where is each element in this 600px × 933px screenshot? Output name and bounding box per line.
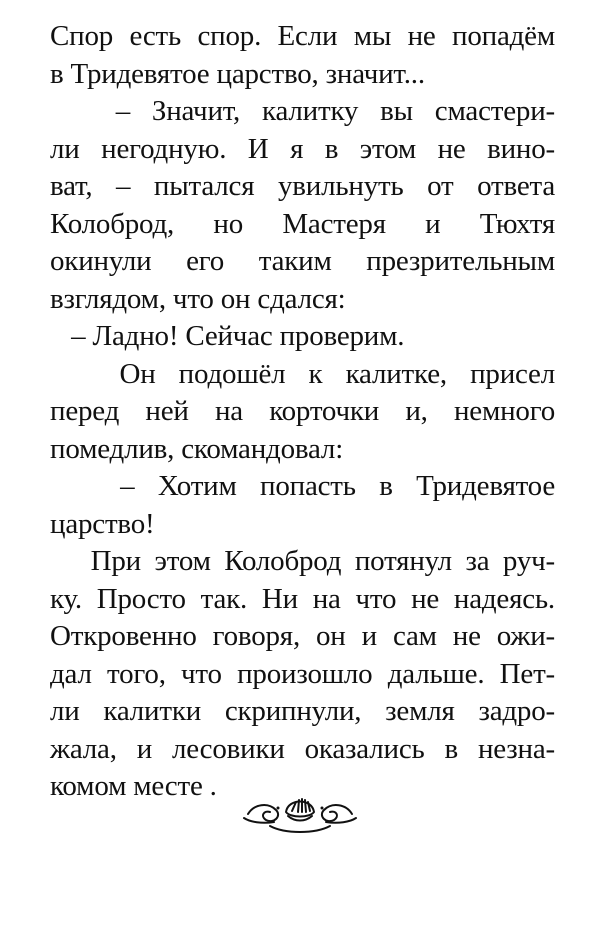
text-line: перед ней на корточки и, немного — [50, 395, 555, 427]
text-line: дал того, что произошло дальше. Пет- — [50, 657, 555, 690]
text-line: ват, – пытался увильнуть от ответа — [50, 170, 555, 202]
text-line: ли калитки скрипнули, земля задро- — [50, 695, 555, 727]
text-line: комом месте . — [50, 770, 217, 802]
text-line: помедлив, скомандовал: — [50, 432, 344, 465]
page-text — [50, 18, 555, 806]
text-line: взглядом, что он сдался: — [50, 282, 346, 315]
text-line: Спор есть спор. Если мы не попадём — [50, 20, 555, 52]
text-line: жала, и лесовики оказались в незна- — [50, 732, 555, 765]
text-line: ку. Просто так. Ни на что не надеясь. — [50, 582, 555, 615]
text-line: При этом Колоброд потянул за руч- — [50, 545, 555, 577]
text-line: – Хотим попасть в Тридевятое — [50, 470, 555, 502]
text-line: Он подошёл к калитке, присел — [50, 357, 555, 390]
text-line: окинули его таким презрительным — [50, 245, 555, 277]
text-line: в Тридевятое царство, значит... — [50, 57, 425, 90]
text-line: – Ладно! Сейчас проверим. — [50, 320, 405, 352]
text-line: Колоброд, но Мастеря и Тюхтя — [50, 207, 555, 240]
text-line: царство! — [50, 507, 155, 540]
text-line: Откровенно говоря, он и сам не ожи- — [50, 620, 555, 652]
decorative-flourish-icon — [240, 780, 360, 836]
text-line: – Значит, калитку вы смастери- — [50, 95, 555, 127]
text-line: ли негодную. И я в этом не вино- — [50, 132, 555, 165]
